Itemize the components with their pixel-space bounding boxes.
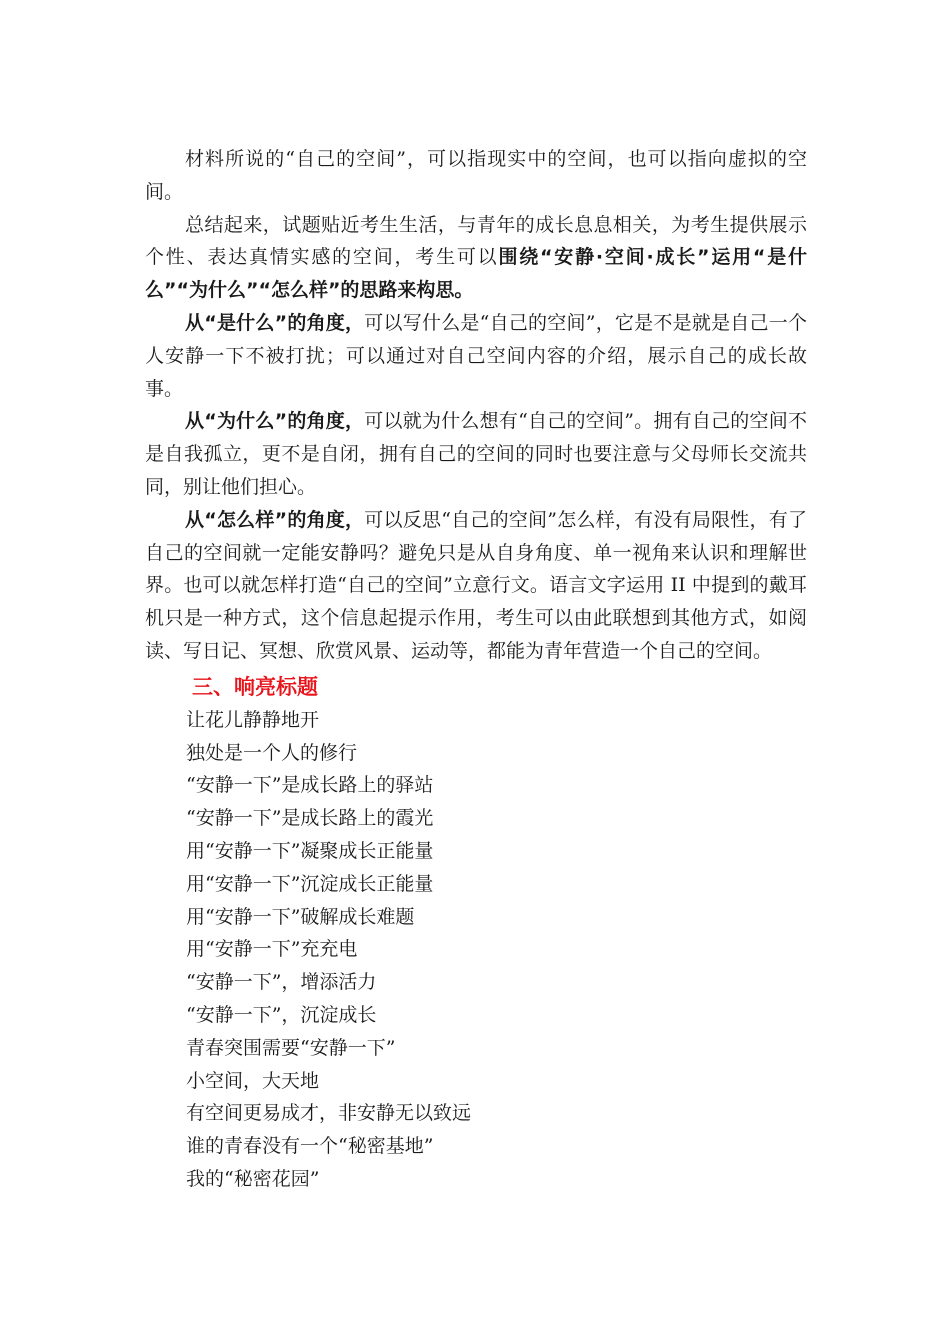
- paragraph-material: [145, 143, 807, 209]
- text-run: 可以就为什么想有“自己的空间”。拥有自己的空间不是自我孤立，更不是自闭，拥有自己的空间的同时也要注意与父母师长交流共同，别让他们担心。: [145, 410, 807, 498]
- list-item: 用“安静一下”沉淀成长正能量: [186, 872, 434, 895]
- list-item: 独处是一个人的修行: [186, 741, 358, 764]
- bold-text-run: 从“是什么”的角度，: [185, 311, 365, 334]
- bold-text-run: 围绕“安静·空间·成长”运用“是什么”“为什么”“怎么样”的思路来构思。: [145, 246, 807, 302]
- list-item: 小空间，大天地: [186, 1069, 320, 1092]
- paragraph-what: [145, 307, 807, 405]
- bold-text-run: 从“为什么”的角度，: [185, 410, 365, 433]
- list-item: 有空间更易成才，非安静无以致远: [186, 1102, 472, 1125]
- title-list: [186, 704, 807, 1196]
- list-item: “安静一下”，增添活力: [186, 971, 377, 994]
- list-item: 我的“秘密花园”: [186, 1167, 320, 1190]
- paragraph-how: [145, 504, 807, 668]
- list-item: 青春突围需要“安静一下”: [186, 1036, 396, 1059]
- text-run: 材料所说的“自己的空间”，可以指现实中的空间，也可以指向虚拟的空间。: [145, 148, 807, 203]
- paragraph-summary: [145, 209, 807, 307]
- list-item: “安静一下”是成长路上的驿站: [186, 774, 434, 797]
- text-run: 可以写什么是“自己的空间”，它是不是就是自己一个人安静一下不被打扰；可以通过对自己空间内容的介绍，展示自己的成长故事。: [145, 311, 807, 400]
- paragraph-why: [145, 405, 807, 503]
- list-item: “安静一下”，沉淀成长: [186, 1003, 377, 1026]
- list-item: 用“安静一下”凝聚成长正能量: [186, 839, 434, 862]
- text-run: 总结起来，试题贴近考生生活，与青年的成长息息相关，为考生提供展示个性、表达真情实感的空间，考生可以: [145, 213, 807, 269]
- section-heading: 三、响亮标题: [192, 674, 318, 699]
- text-run: 可以反思“自己的空间”怎么样，有没有局限性，有了自己的空间就一定能安静吗？避免只是从自身角度、单一视角来认识和理解世界。也可以就怎样打造“自己的空间”立意行文。语言文字运用 II 中提到的戴耳机只是一种方式，这个信息起提示作用，考生可以由此联想到其他方式，如阅读、写日记、冥想、欣赏风景、运动等，都能为青年营造一个自己的空间。: [145, 508, 807, 662]
- document-body: [145, 143, 807, 1196]
- list-item: 谁的青春没有一个“秘密基地”: [186, 1135, 434, 1158]
- list-item: 用“安静一下”破解成长难题: [186, 905, 415, 928]
- list-item: “安静一下”是成长路上的霞光: [186, 807, 434, 830]
- bold-text-run: 从“怎么样”的角度，: [185, 508, 365, 531]
- list-item: 用“安静一下”充充电: [186, 938, 358, 961]
- list-item: 让花儿静静地开: [186, 708, 320, 731]
